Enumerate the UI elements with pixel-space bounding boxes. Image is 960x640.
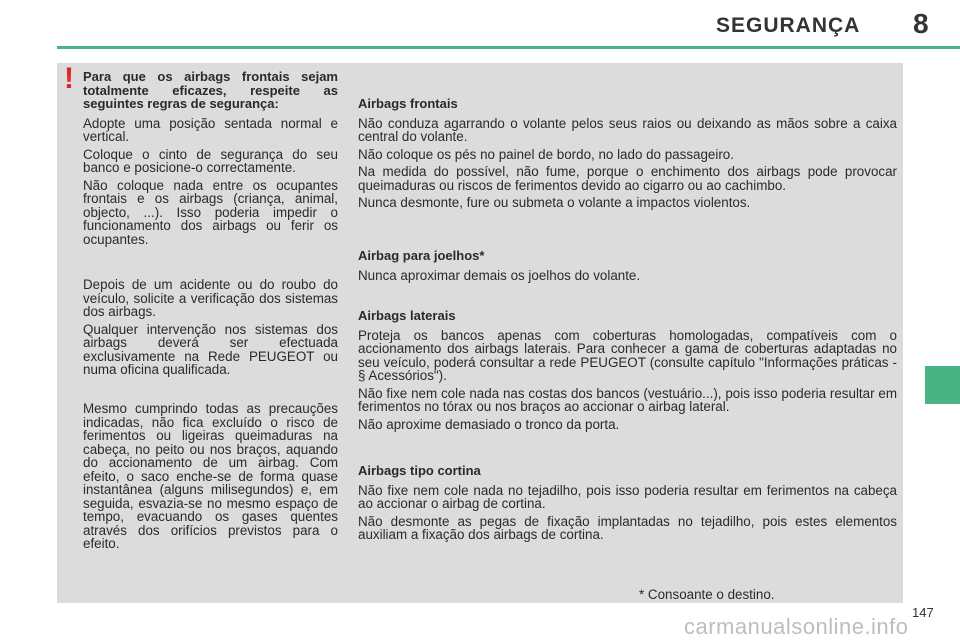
chapter-number: 8 (913, 8, 929, 39)
chapter-side-tab (925, 366, 960, 404)
watermark: carmanualsonline.info (684, 614, 909, 639)
section-airbags-frontais (358, 97, 897, 214)
section-text: Não coloque os pés no painel de bordo, no lado do passageiro. (358, 146, 734, 162)
header-rule (57, 46, 960, 49)
section-text: Não fixe nem cole nada nas costas dos bancos (vestuário...), pois isso poderia resultar em ferimentos no tórax ou nos braços ao accionar o airbag lateral. (358, 385, 897, 414)
page-title: SEGURANÇA (716, 14, 861, 37)
section-airbags-cortina (358, 464, 897, 546)
section-heading: Airbags frontais (358, 96, 458, 111)
warning-text-1: Adopte uma posição sentada normal e vertical. (83, 115, 338, 144)
warning-column (83, 70, 338, 250)
section-text: Nunca aproximar demais os joelhos do volante. (358, 267, 641, 283)
warning-column-2 (83, 278, 338, 381)
section-text: Não aproxime demasiado o tronco da porta. (358, 416, 620, 432)
section-airbag-joelhos (358, 249, 897, 286)
section-text: Na medida do possível, não fume, porque o enchimento dos airbags pode provocar queimaduras ou riscos de ferimentos devido ao cigarro ou ao cachimbo. (358, 164, 897, 193)
warning-heading: Para que os airbags frontais sejam totalmente eficazes, respeite as seguintes regras de segurança: (83, 69, 338, 111)
section-heading: Airbag para joelhos* (358, 248, 485, 263)
warning-text-2: Coloque o cinto de segurança do seu banco e posicione-o correctamente. (83, 146, 338, 175)
warning-text-6: Mesmo cumprindo todas as precauções indicadas, não fica excluído o risco de ferimentos ou ligeiras queimaduras na cabeça, no peito ou nos braços, aquando do accionamento de um airbag. Com efeito, o saco enche-se de forma quase instantânea (alguns milisegundos) e, em seguida, esvazia-se no mesmo espaço de tempo, evacuando os gases quentes através dos orifícios previstos para o efeito. (83, 401, 338, 551)
section-heading: Airbags laterais (358, 308, 456, 323)
section-text: Nunca desmonte, fure ou submeta o volante a impactos violentos. (358, 195, 751, 210)
page-number: 147 (912, 605, 934, 620)
warning-text-3: Não coloque nada entre os ocupantes frontais e os airbags (criança, animal, objecto, ...). Isso poderia impedir o funcionamento dos airbags ou ferir os ocupantes. (83, 177, 338, 247)
warning-text-5: Qualquer intervenção nos sistemas dos airbags deverá ser efectuada exclusivamente na Rede PEUGEOT ou numa oficina qualificada. (83, 321, 338, 377)
section-text: Não desmonte as pegas de fixação implantadas no tejadilho, pois estes elementos auxiliam a fixação dos airbags de cortina. (358, 513, 897, 542)
warning-text-4: Depois de um acidente ou do roubo do veículo, solicite a verificação dos sistemas dos airbags. (83, 277, 338, 319)
warning-column-3 (83, 402, 338, 555)
warning-icon: ! (64, 62, 74, 95)
section-airbags-laterais (358, 309, 897, 435)
section-heading: Airbags tipo cortina (358, 463, 481, 478)
footnote: * Consoante o destino. (639, 587, 775, 602)
section-text: Não fixe nem cole nada no tejadilho, pois isso poderia resultar em ferimentos na cabeça ao accionar o airbag de cortina. (358, 482, 897, 511)
section-text: Não conduza agarrando o volante pelos seus raios ou deixando as mãos sobre a caixa central do volante. (358, 115, 897, 144)
section-text: Proteja os bancos apenas com coberturas homologadas, compatíveis com o accionamento dos airbags laterais. Para conhecer a gama de coberturas adaptadas no seu veículo, poderá consultar a rede PEUGEOT (consulte capítulo "Informações práticas - § Acessórios"). (358, 327, 897, 383)
